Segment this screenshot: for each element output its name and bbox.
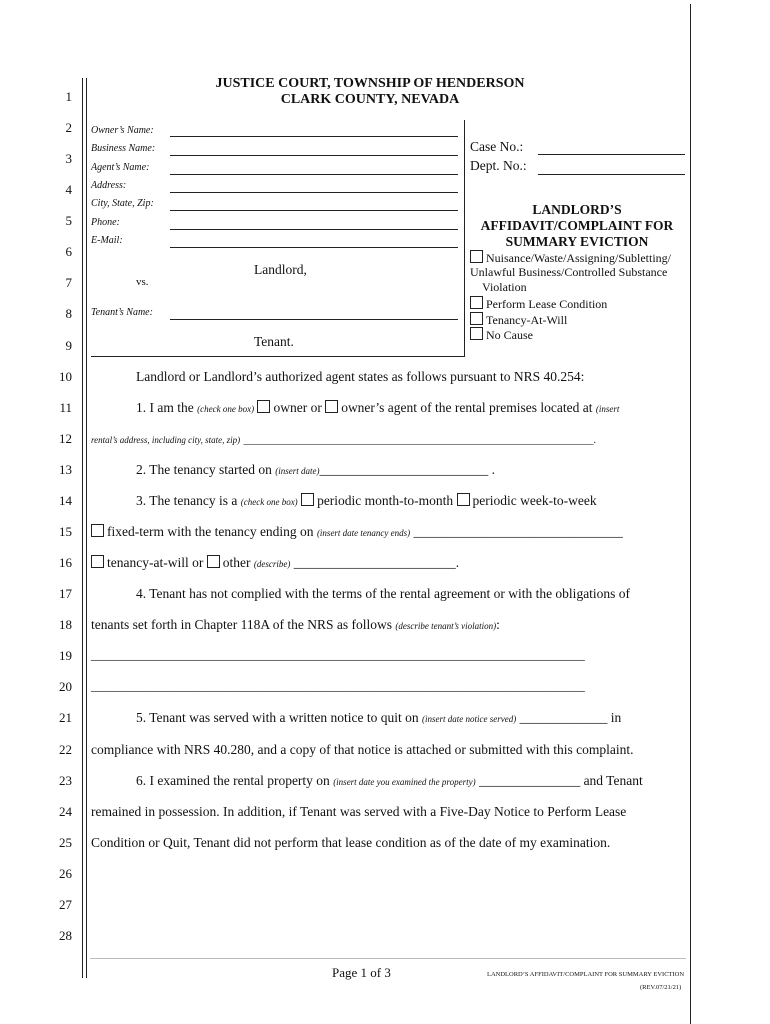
- paragraph-6: [136, 773, 643, 789]
- option-no-cause: [470, 327, 533, 343]
- p1-hint2: (insert: [595, 404, 620, 414]
- tenant-label: Tenant.: [254, 334, 294, 349]
- case-number-field[interactable]: [538, 153, 685, 155]
- violation-blank-2[interactable]: _______________________________________________________________________________: [91, 679, 585, 693]
- perform-lease-checkbox[interactable]: [470, 296, 483, 309]
- p1-agent: owner’s agent of the rental premises located at: [341, 400, 593, 415]
- line-number: 18: [59, 617, 72, 632]
- line-number: 6: [65, 244, 72, 259]
- city-state-zip-label: City, State, Zip:: [91, 198, 154, 209]
- p1-text: 1. I am the: [136, 400, 194, 415]
- city-state-zip-field[interactable]: [170, 209, 458, 211]
- paragraph-5: [136, 710, 621, 726]
- p2-hint: (insert date): [275, 466, 320, 476]
- tenant-name-label: Tenant’s Name:: [91, 307, 153, 318]
- line-number: 7: [65, 275, 72, 290]
- owner-name-field[interactable]: [170, 135, 458, 137]
- option-nuisance: [470, 250, 671, 266]
- nuisance-checkbox[interactable]: [470, 250, 483, 263]
- paragraph-4-cont: [91, 617, 500, 633]
- line-number: 25: [59, 835, 72, 850]
- line-number: 12: [59, 431, 72, 446]
- no-cause-checkbox[interactable]: [470, 327, 483, 340]
- address-field[interactable]: [170, 191, 458, 193]
- tenant-name-field[interactable]: [170, 318, 458, 320]
- exam-date-blank[interactable]: _______________ and Tenant: [478, 773, 643, 788]
- line-number: 22: [59, 742, 72, 757]
- perform-lease-label: Perform Lease Condition: [486, 297, 608, 311]
- intro-text: Landlord or Landlord’s authorized agent states as follows pursuant to NRS 40.254:: [136, 369, 585, 384]
- owners-agent-checkbox[interactable]: [325, 400, 338, 413]
- p3-opt4: tenancy-at-will or: [107, 555, 204, 570]
- tenancy-start-blank[interactable]: _________________________ .: [319, 462, 495, 477]
- nuisance-label: Nuisance/Waste/Assigning/Subletting/: [486, 251, 672, 265]
- p3-opt1: periodic month-to-month: [317, 493, 454, 508]
- p3-opt3: fixed-term with the tenancy ending on: [107, 524, 314, 539]
- caption-bottom-rule: [91, 356, 465, 357]
- owner-name-label: Owner’s Name:: [91, 125, 154, 136]
- line-number: 9: [65, 338, 72, 353]
- p3-opt2: periodic week-to-week: [472, 493, 597, 508]
- line-number: 10: [59, 369, 72, 384]
- line-number: 16: [59, 555, 72, 570]
- agent-name-label: Agent’s Name:: [91, 162, 150, 173]
- other-checkbox[interactable]: [207, 555, 220, 568]
- p5-hint: (insert date notice served): [422, 714, 517, 724]
- tenancy-end-blank[interactable]: _______________________________: [413, 524, 623, 539]
- line-number: 11: [59, 400, 72, 415]
- line-number: 26: [59, 866, 72, 881]
- p1-hint: (check one box): [197, 404, 255, 414]
- dept-number-label: Dept. No.:: [470, 158, 527, 173]
- phone-label: Phone:: [91, 217, 120, 228]
- option-perform-lease: [470, 296, 607, 312]
- line-number: 19: [59, 648, 72, 663]
- p2-text: 2. The tenancy started on: [136, 462, 272, 477]
- case-number-label: Case No.:: [470, 139, 524, 154]
- p6-hint: (insert date you examined the property): [333, 777, 476, 787]
- p4-hint: (describe tenant’s violation): [395, 621, 497, 631]
- line-number: 15: [59, 524, 72, 539]
- email-label: E-Mail:: [91, 235, 123, 246]
- option-tenancy-at-will: [470, 312, 567, 328]
- week-to-week-checkbox[interactable]: [457, 493, 470, 506]
- no-cause-label: No Cause: [486, 328, 533, 342]
- left-margin-rule-outer: [82, 78, 83, 978]
- doc-title-line3: SUMMARY EVICTION: [505, 234, 649, 249]
- paragraph-4: 4. Tenant has not complied with the terms of the rental agreement or with the obligations of: [136, 586, 631, 601]
- tenancy-at-will-checkbox[interactable]: [470, 312, 483, 325]
- landlord-label: Landlord,: [254, 262, 307, 277]
- left-margin-rule-inner: [86, 78, 87, 978]
- line-number: 14: [59, 493, 72, 508]
- line-number: 20: [59, 679, 72, 694]
- line-number: 5: [65, 213, 72, 228]
- page-number: Page 1 of 3: [332, 965, 391, 980]
- p5-text: 5. Tenant was served with a written notice to quit on: [136, 710, 419, 725]
- p4-colon: :: [496, 617, 500, 632]
- owner-checkbox[interactable]: [257, 400, 270, 413]
- line-number: 8: [65, 306, 72, 321]
- other-describe-blank[interactable]: ________________________.: [293, 555, 460, 570]
- p3-hint5: (describe): [253, 559, 291, 569]
- nuisance-label-line3: Violation: [482, 280, 527, 294]
- line-number: 24: [59, 804, 72, 819]
- versus-label: vs.: [136, 276, 149, 288]
- rental-address-blank[interactable]: ______________________________________________________________________.: [243, 435, 597, 446]
- footer-form-title: LANDLORD’S AFFIDAVIT/COMPLAINT FOR SUMMARY EVICTION: [487, 971, 685, 978]
- month-to-month-checkbox[interactable]: [301, 493, 314, 506]
- line-number: 13: [59, 462, 72, 477]
- tenancy-at-will-option-checkbox[interactable]: [91, 555, 104, 568]
- p6-text: 6. I examined the rental property on: [136, 773, 330, 788]
- tenancy-at-will-label: Tenancy-At-Will: [486, 313, 568, 327]
- paragraph-1-cont: [91, 431, 596, 447]
- paragraph-6-cont: remained in possession. In addition, if Tenant was served with a Five-Day Notice to Perform Lease: [91, 804, 627, 819]
- fixed-term-checkbox[interactable]: [91, 524, 104, 537]
- paragraph-3-other: [91, 555, 459, 571]
- line-number: 28: [59, 928, 72, 943]
- paragraph-5-cont: compliance with NRS 40.280, and a copy of that notice is attached or submitted with this complaint.: [91, 742, 634, 757]
- line-number: 4: [65, 182, 72, 197]
- doc-title-line1: LANDLORD’S: [532, 202, 622, 217]
- paragraph-6-cont2: Condition or Quit, Tenant did not perform that lease condition as of the date of my examination.: [91, 835, 611, 850]
- p3-hint3: (insert date tenancy ends): [316, 528, 411, 538]
- paragraph-1: [136, 400, 619, 416]
- line-number: 23: [59, 773, 72, 788]
- p3-text: 3. The tenancy is a: [136, 493, 238, 508]
- paragraph-2: [136, 462, 495, 478]
- right-margin-rule: [690, 4, 691, 1024]
- line-number: 1: [65, 89, 72, 104]
- agent-name-field[interactable]: [170, 173, 458, 175]
- business-name-field[interactable]: [170, 154, 458, 156]
- court-county: CLARK COUNTY, NEVADA: [280, 92, 460, 107]
- p3-opt5: other: [222, 555, 251, 570]
- line-number: 17: [59, 586, 72, 601]
- nuisance-label-line2: Unlawful Business/Controlled Substance: [470, 265, 668, 279]
- p1-cont-hint: rental’s address, including city, state, zip): [91, 435, 241, 445]
- notice-date-blank[interactable]: _____________ in: [519, 710, 622, 725]
- line-number: 3: [65, 151, 72, 166]
- dept-number-field[interactable]: [538, 173, 685, 175]
- p3-hint: (check one box): [240, 497, 298, 507]
- line-number: 21: [59, 710, 72, 725]
- p4-text: tenants set forth in Chapter 118A of the NRS as follows: [91, 617, 392, 632]
- address-label: Address:: [91, 180, 127, 191]
- phone-field[interactable]: [170, 228, 458, 230]
- footer-revision: (REV.07/21/21): [640, 984, 682, 991]
- line-number: 27: [59, 897, 72, 912]
- line-number: 2: [65, 120, 72, 135]
- p1-owner: owner or: [273, 400, 322, 415]
- paragraph-3: [136, 493, 597, 509]
- caption-divider: [464, 120, 465, 356]
- footer-rule: [90, 958, 686, 959]
- paragraph-3-fixed: [91, 524, 623, 540]
- doc-title-line2: AFFIDAVIT/COMPLAINT FOR: [480, 218, 674, 233]
- court-name: JUSTICE COURT, TOWNSHIP OF HENDERSON: [215, 76, 525, 91]
- business-name-label: Business Name:: [91, 143, 156, 154]
- violation-blank-1[interactable]: _______________________________________________________________________________: [91, 648, 585, 662]
- email-field[interactable]: [170, 246, 458, 248]
